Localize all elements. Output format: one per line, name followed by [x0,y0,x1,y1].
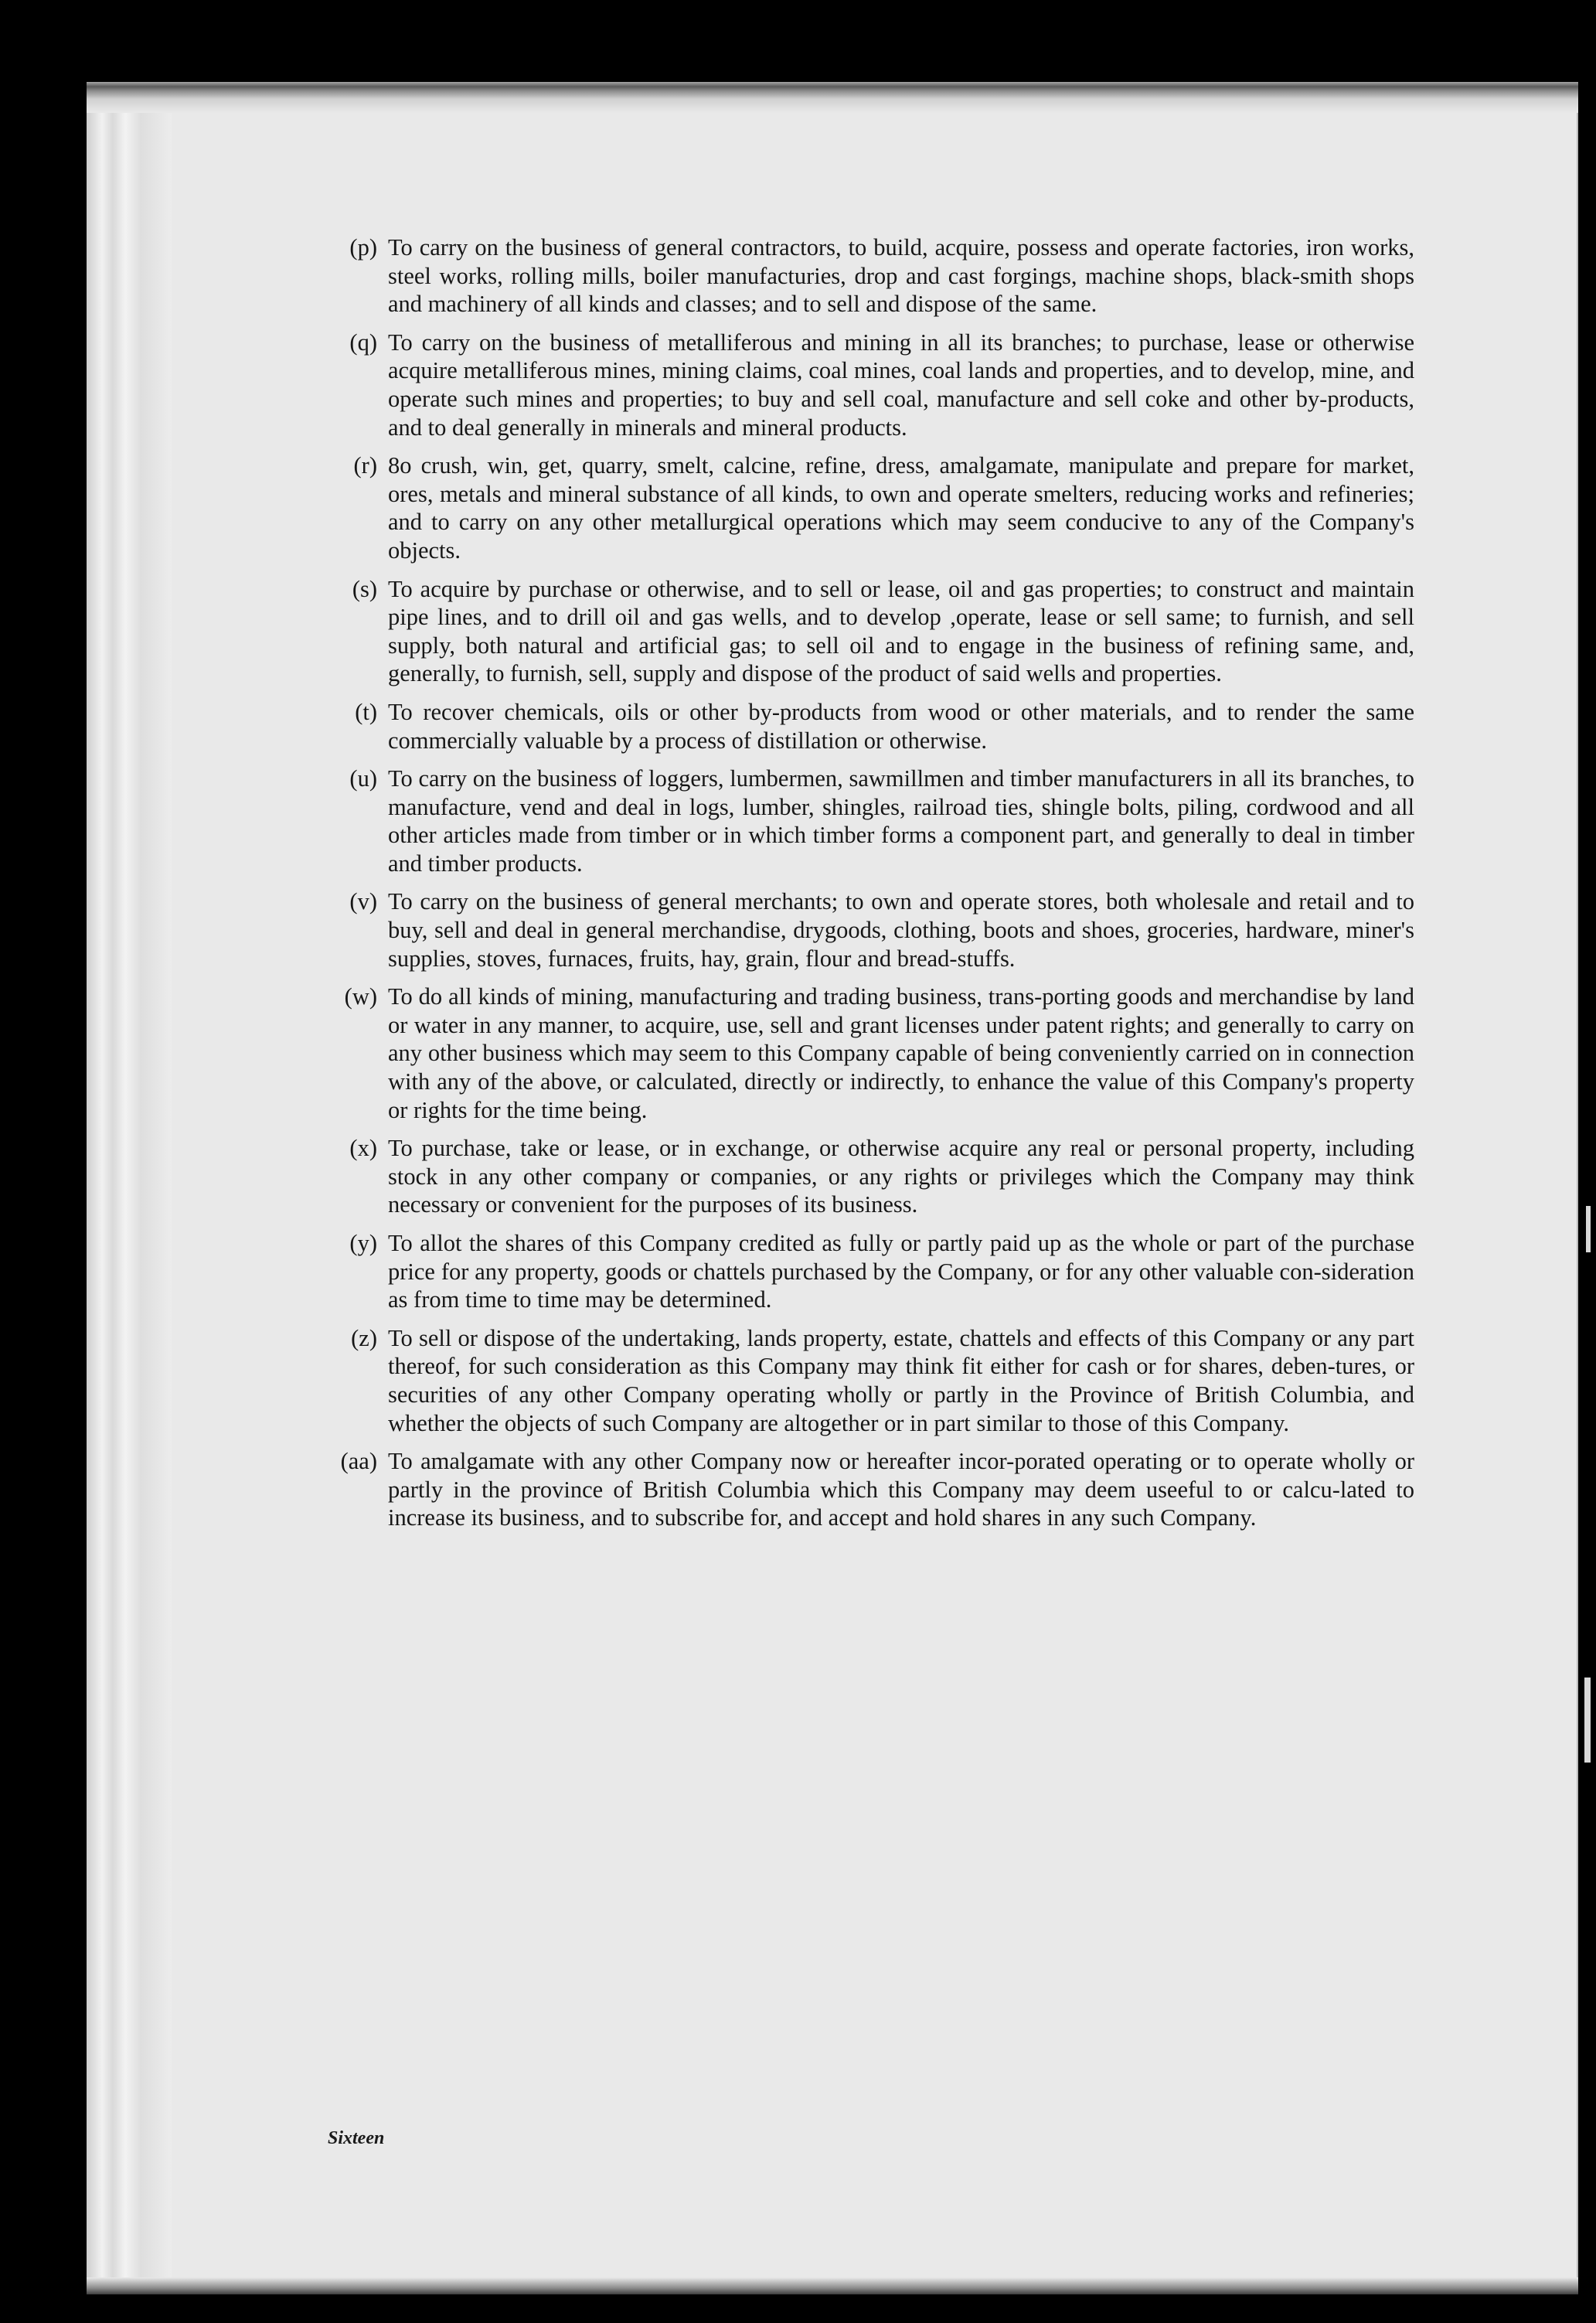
clause-label: (p) [349,234,377,261]
clause-label: (t) [355,698,377,725]
clause-text: To carry on the business of general merchants; to own and operate stores, both wholesale and retail and to buy, sell and deal in general merchandise, drygoods, clothing, boots and shoes, groceries, hardware, miner's supplies, stoves, furnaces, fruits, hay, grain, flour and bread-stuffs. [388,888,1414,972]
scan-artifact [1586,1206,1591,1252]
clause-label: (y) [349,1230,377,1256]
clause-label: (u) [349,765,377,792]
clause-label: (x) [349,1135,377,1162]
clause-label: (w) [344,983,377,1010]
clause-z [317,1324,1414,1437]
clause-text: To sell or dispose of the undertaking, lands property, estate, chattels and effects of this Company or any part thereof, for such consideration as this Company may think fit either for cash or for shares, deben-tures, or securities of any other Company operating wholly or partly in the Province of British Columbia, and whether the objects of such Company are altogether or in part similar to those of this Company. [388,1324,1414,1436]
clause-list [317,233,1414,1542]
clause-text: To purchase, take or lease, or in exchange, or otherwise acquire any real or personal property, including stock in any other company or companies, or any rights or privileges which the Company may think necessary or convenient for the purposes of its business. [388,1135,1414,1218]
clause-text: To recover chemicals, oils or other by-products from wood or other materials, and to render the same commercially valuable by a process of distillation or otherwise. [388,698,1414,754]
page-number-footer: Sixteen [328,2128,385,2148]
clause-text: To do all kinds of mining, manufacturing and trading business, trans-porting goods and merchandise by land or water in any manner, to acquire, use, sell and grant licenses under patent rights; and generally to carry on any other business which may seem to this Company capable of being conveniently carried on in connection with any of the above, or calculated, directly or indirectly, to enhance the value of this Company's property or rights for the time being. [388,983,1414,1123]
scan-artifact [1584,1678,1591,1763]
clause-q [317,329,1414,441]
clause-text: To allot the shares of this Company credited as fully or partly paid up as the whole or part of the purchase price for any property, goods or chattels purchased by the Company, or for any other valuable con-sideration as from time to time may be determined. [388,1230,1414,1313]
clause-text: To amalgamate with any other Company now or hereafter incor-porated operating or to operate wholly or partly in the province of British Columbia which this Company may deem useeful to or calcu-lated to increase its business, and to subscribe for, and accept and hold shares in any such Company. [388,1448,1414,1531]
clause-u [317,765,1414,877]
clause-label: (q) [349,329,377,356]
clause-w [317,983,1414,1124]
clause-y [317,1229,1414,1314]
page-bottom-edge [87,2277,1578,2294]
clause-text: To carry on the business of general contractors, to build, acquire, possess and operate factories, iron works, steel works, rolling mills, boiler manufacturies, drop and cast forgings, machine shops, black-smith shops and machinery of all kinds and classes; and to sell and dispose of the same. [388,234,1414,318]
clause-r [317,451,1414,564]
clause-label: (z) [351,1324,377,1351]
clause-s [317,575,1414,688]
clause-text: To carry on the business of metalliferous and mining in all its branches; to purchase, lease or otherwise acquire metalliferous mines, mining claims, coal mines, coal lands and properties, and to develop, mine, and operate such mines and properties; to buy and sell coal, manufacture and sell coke and other by-products, and to deal generally in minerals and mineral products. [388,329,1414,441]
clause-p [317,233,1414,318]
clause-label: (v) [349,888,377,915]
clause-v [317,887,1414,972]
clause-label: (r) [353,452,377,479]
page-top-edge [87,82,1578,113]
clause-text: To acquire by purchase or otherwise, and to sell or lease, oil and gas properties; to construct and maintain pipe lines, and to drill oil and gas wells, and to develop ,operate, lease or sell same; to furnish, and sell supply, both natural and artificial gas; to sell oil and to engage in the business of refining same, and, generally, to furnish, sell, supply and dispose of the product of said wells and properties. [388,575,1414,687]
clause-text: 8o crush, win, get, quarry, smelt, calcine, refine, dress, amalgamate, manipulate and prepare for market, ores, metals and mineral substance of all kinds, to own and operate smelters, reducing works and refineries; and to carry on any other metallurgical operations which may seem conducive to any of the Company's objects. [388,452,1414,564]
page-binding-edge [87,82,172,2294]
clause-aa [317,1447,1414,1532]
clause-text: To carry on the business of loggers, lumbermen, sawmillmen and timber manufacturers in all its branches, to manufacture, vend and deal in logs, lumber, shingles, railroad ties, shingle bolts, piling, cordwood and all other articles made from timber or in which timber forms a component part, and generally to deal in timber and timber products. [388,765,1414,877]
clause-t [317,698,1414,754]
clause-x [317,1134,1414,1219]
clause-label: (s) [352,575,377,602]
clause-label: (aa) [340,1448,377,1475]
